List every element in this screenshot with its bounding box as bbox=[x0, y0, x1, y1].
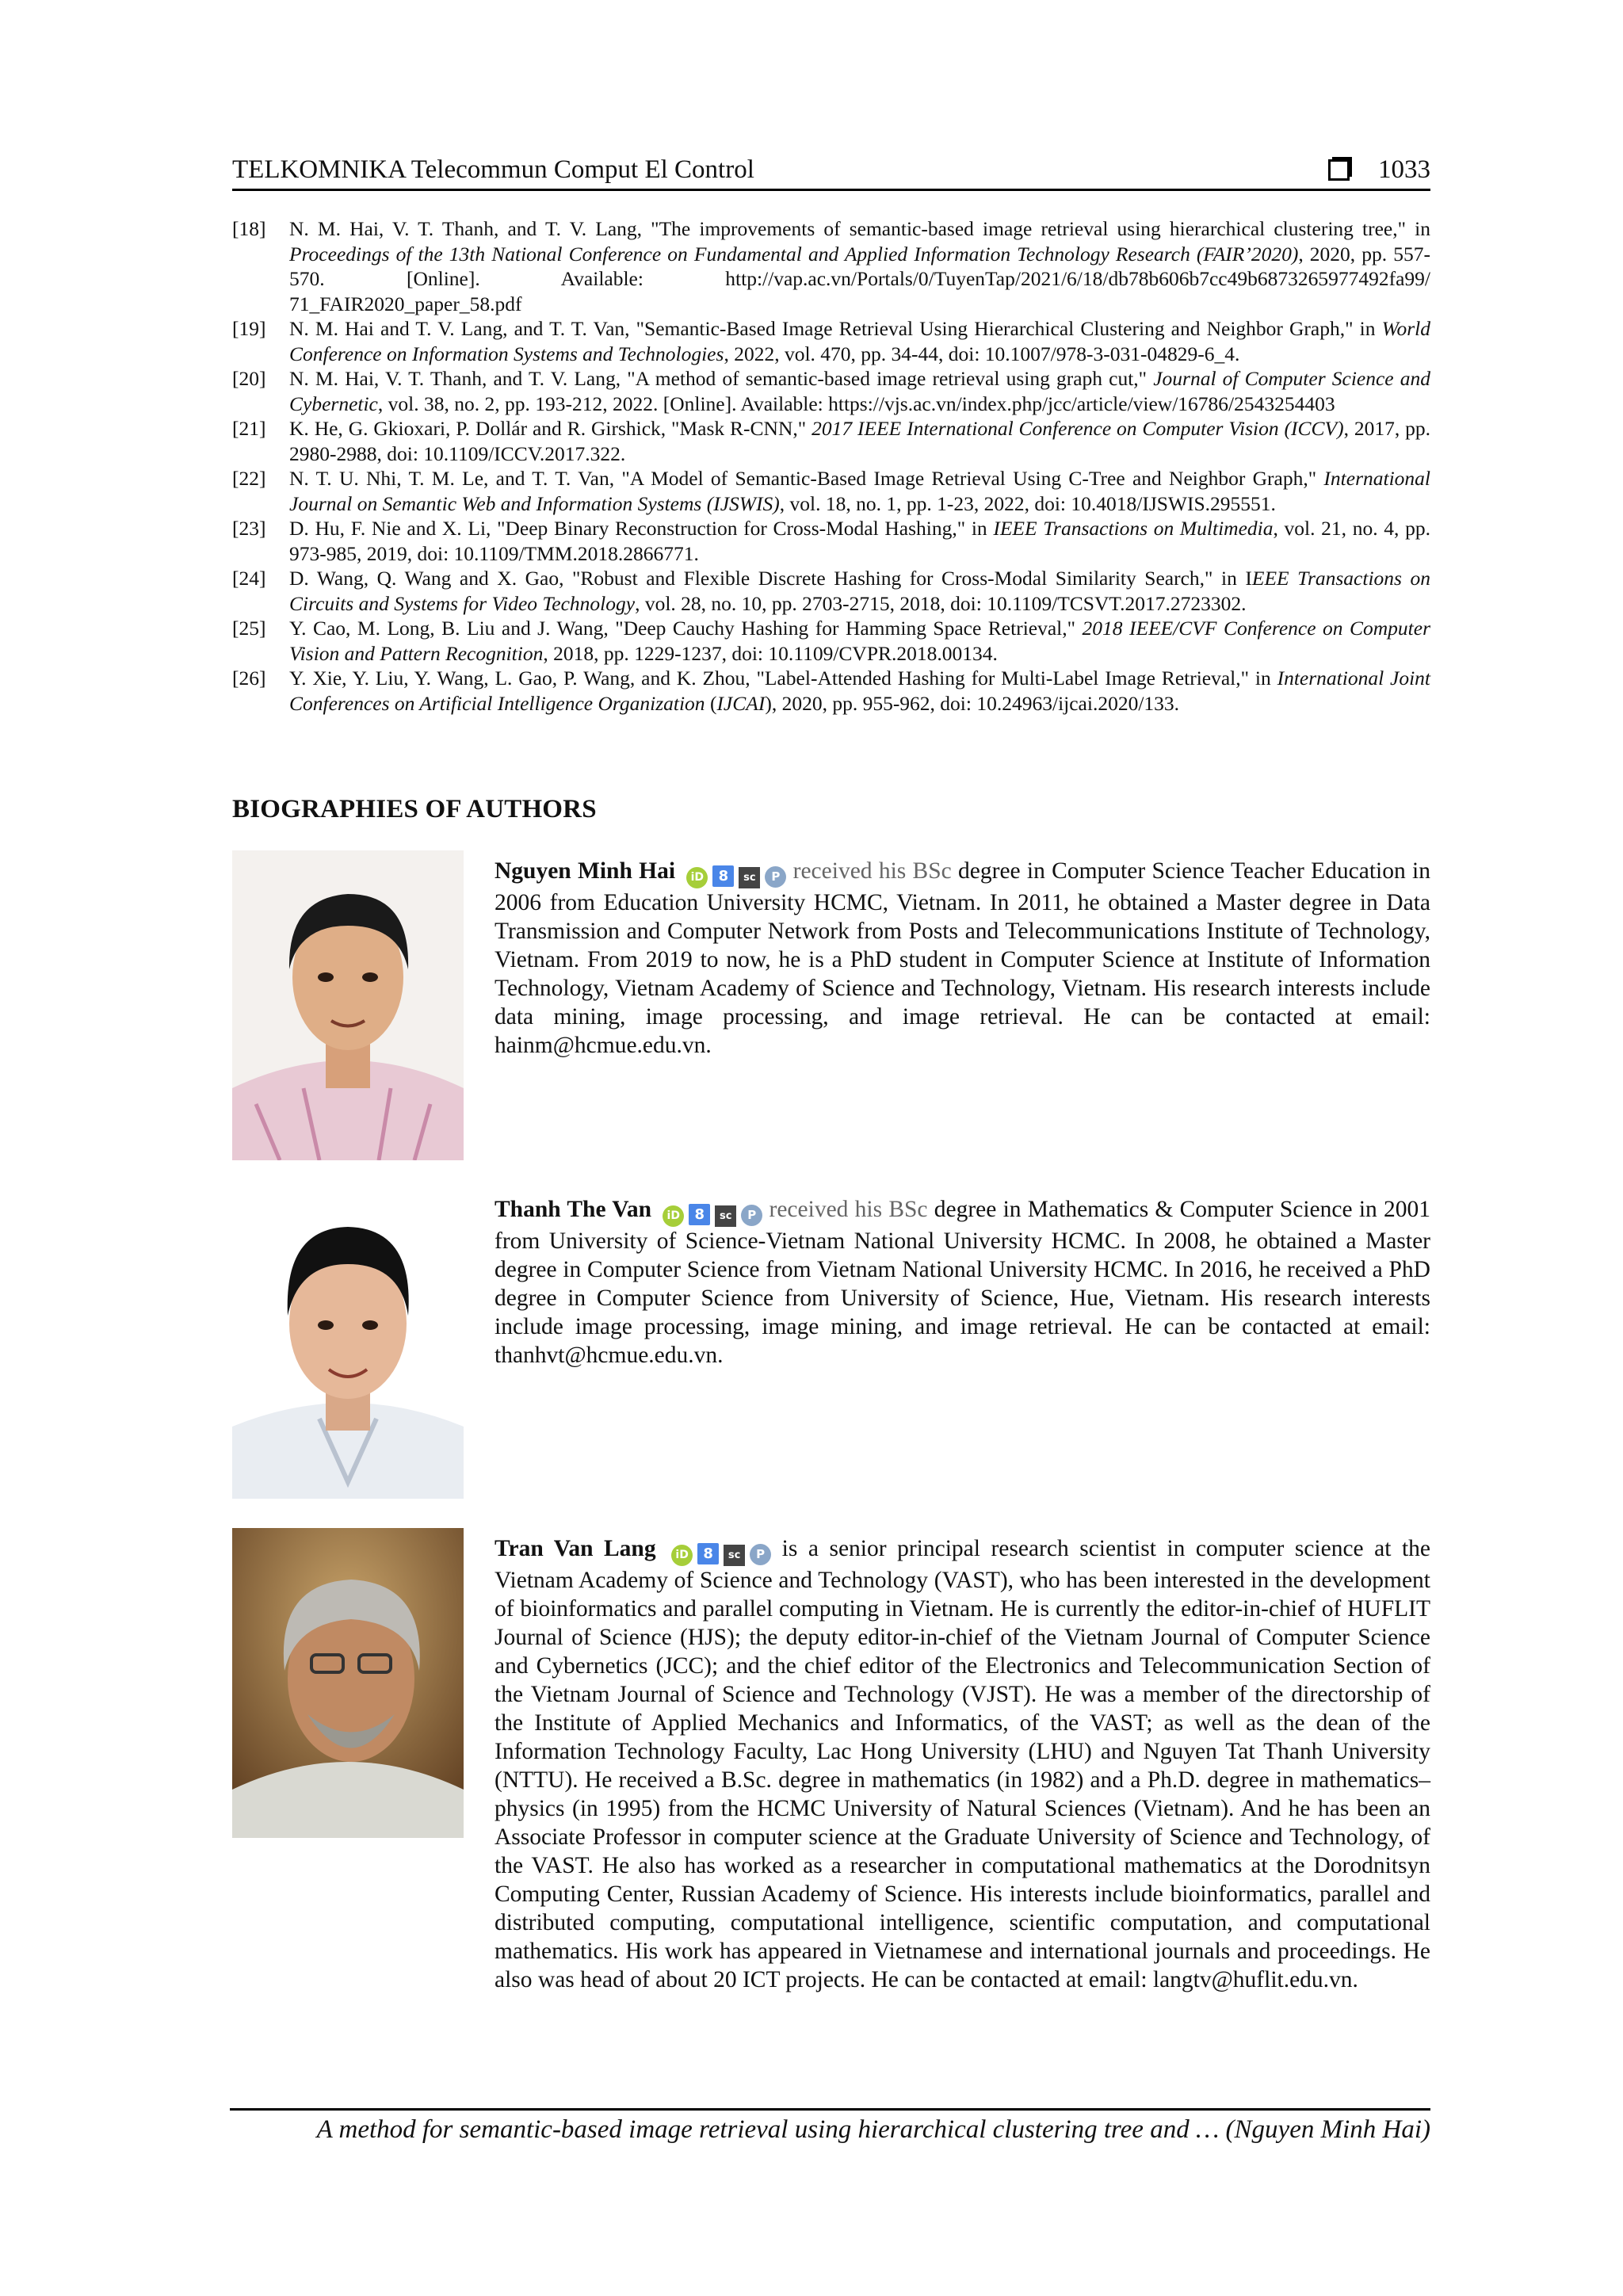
reference-item bbox=[232, 666, 1430, 716]
reference-number: [18] bbox=[232, 217, 266, 240]
reference-item bbox=[232, 566, 1430, 616]
reference-item bbox=[232, 216, 1430, 316]
reference-item bbox=[232, 516, 1430, 566]
reference-item bbox=[232, 416, 1430, 466]
bio-text: is a senior principal research scientist in computer science at the Vietnam Academy of Science and Technology (VAST), who has been interested in the development of bioinformatics and parallel computing in Vietnam. He is currently the editor-in-chief of HUFLIT Journal of Science (HJS); the deputy editor-in-chief of the Vietnam Journal of Computer Science and Cybernetics (JCC); and the chief editor of the Electronics and Telecommunication Section of the Vietnam Journal of Science and Technology (VJST). He was a member of the directorship of the Institute of Applied Mechanics and Informatics, of the VAST; as well as the dean of the Information Technology Faculty, Lac Hong University (LHU) and Nguyen Tat Thanh University (NTTU). He received a B.Sc. degree in mathematics (in 1982) and a Ph.D. degree in mathematics–physics (in 1995) from the HCMC University of Natural Sciences (Vietnam). And he has been an Associate Professor in computer science at the Graduate University of Science and Technology, of the VAST. He also has worked as a researcher in computational mathematics at the Dorodnitsyn Computing Center, Russian Academy of Science. His interests include bioinformatics, parallel and distributed computing, computational intelligence, scientific computation, and computational mathematics. His work has appeared in Vietnamese and international journals and proceedings. He also was head of about 20 ICT projects. He can be contacted at email: langtv@huflit.edu.vn. bbox=[495, 1536, 1431, 1992]
checkbox-icon bbox=[1328, 159, 1350, 181]
reference-text: K. He, G. Gkioxari, P. Dollár and R. Girshick, "Mask R-CNN," 2017 IEEE International Conference on Computer Vision (ICCV), 2017, pp. 2980-2988, doi: 10.1109/ICCV.2017.322. bbox=[289, 417, 1430, 465]
reference-text: N. M. Hai, V. T. Thanh, and T. V. Lang, "A method of semantic-based image retrieval using graph cut," Journal of Computer Science and Cybernetic, vol. 38, no. 2, pp. 193-212, 2022. [Online]. Available: https://vjs.ac.vn/index.php/jcc/article/view/16786/2543254403 bbox=[289, 367, 1430, 415]
publons-icon[interactable]: P bbox=[741, 1205, 762, 1226]
orcid-icon[interactable]: iD bbox=[671, 1545, 693, 1566]
bio-text: degree in Computer Science Teacher Education in 2006 from Education University HCMC, Vietnam. In 2011, he obtained a Master degree in Data Transmission and Computer Network from Posts and Telecommunications Institute of Technology, Vietnam. From 2019 to now, he is a PhD student in Computer Science at Institute of Information Technology, Vietnam Academy of Science and Technology, Vietnam. His research interests include data mining, image processing, and image retrieval. He can be contacted at email: hainm@hcmue.edu.vn. bbox=[495, 858, 1430, 1058]
running-footer: A method for semantic-based image retrieval using hierarchical clustering tree and … (Nguyen Minh Hai) bbox=[230, 2108, 1430, 2145]
author-entry bbox=[232, 850, 1430, 1167]
page-number: 1033 bbox=[1378, 155, 1430, 184]
author-photo bbox=[232, 1189, 464, 1499]
author-name: Tran Van Lang bbox=[495, 1536, 656, 1561]
author-bio bbox=[495, 1195, 1430, 1370]
reference-text: Y. Cao, M. Long, B. Liu and J. Wang, "Deep Cauchy Hashing for Hamming Space Retrieval," 2018 IEEE/CVF Conference on Computer Vision and Pattern Recognition, 2018, pp. 1229-1237, doi: 10.1109/CVPR.2018.00134. bbox=[289, 617, 1430, 665]
bio-text: degree in Mathematics & Computer Science in 2001 from University of Science-Vietnam National University HCMC. In 2008, he obtained a Master degree in Computer Science from Vietnam National University HCMC. In 2016, he received a PhD degree in Computer Science from University of Science, Hue, Vietnam. His research interests include image processing, image mining, and image retrieval. He can be contacted at email: thanhvt@hcmue.edu.vn. bbox=[495, 1197, 1431, 1368]
reference-number: [23] bbox=[232, 517, 266, 540]
reference-text: D. Hu, F. Nie and X. Li, "Deep Binary Reconstruction for Cross-Modal Hashing," in IEEE Transactions on Multimedia, vol. 21, no. 4, pp. 973-985, 2019, doi: 10.1109/TMM.2018.2866771. bbox=[289, 517, 1430, 565]
reference-number: [22] bbox=[232, 467, 266, 490]
bio-lead: received his BSc bbox=[769, 1197, 928, 1222]
publons-icon[interactable]: P bbox=[750, 1544, 771, 1565]
reference-number: [21] bbox=[232, 417, 266, 440]
reference-number: [20] bbox=[232, 367, 266, 390]
author-name: Thanh The Van bbox=[495, 1197, 652, 1222]
running-header bbox=[232, 155, 1430, 191]
bio-lead: received his BSc bbox=[792, 858, 952, 884]
reference-text: N. M. Hai, V. T. Thanh, and T. V. Lang, "The improvements of semantic-based image retrieval using hierarchical clustering tree," in Proceedings of the 13th National Conference on Fundamental and Applied Information Technology Research (FAIR’2020), 2020, pp. 557-570. [Online]. Available: http://vap.ac.vn/Portals/0/TuyenTap/2021/6/18/db78b606b7cc49b6873265977492fa99/ 71_FAIR2020_paper_58.pdf bbox=[289, 217, 1430, 315]
author-entry bbox=[232, 1528, 1430, 2019]
reference-list bbox=[232, 216, 1430, 716]
reference-item bbox=[232, 616, 1430, 666]
section-heading: BIOGRAPHIES OF AUTHORS bbox=[232, 795, 597, 823]
reference-item bbox=[232, 466, 1430, 516]
author-bio bbox=[495, 1534, 1430, 1994]
reference-number: [24] bbox=[232, 567, 266, 590]
scopus-icon[interactable]: sc bbox=[715, 1205, 736, 1227]
google-scholar-icon[interactable]: 8 bbox=[689, 1204, 710, 1225]
orcid-icon[interactable]: iD bbox=[663, 1205, 684, 1227]
reference-item bbox=[232, 316, 1430, 366]
journal-title: TELKOMNIKA Telecommun Comput El Control bbox=[232, 155, 754, 184]
reference-text: N. M. Hai and T. V. Lang, and T. T. Van, "Semantic-Based Image Retrieval Using Hierarchical Clustering and Neighbor Graph," in World Conference on Information Systems and Technologies, 2022, vol. 470, pp. 34-44, doi: 10.1007/978-3-031-04829-6_4. bbox=[289, 317, 1430, 365]
google-scholar-icon[interactable]: 8 bbox=[712, 865, 734, 887]
google-scholar-icon[interactable]: 8 bbox=[697, 1543, 719, 1564]
reference-text: Y. Xie, Y. Liu, Y. Wang, L. Gao, P. Wang, and K. Zhou, "Label-Attended Hashing for Multi-Label Image Retrieval," in International Joint Conferences on Artificial Intelligence Organization (IJCAI), 2020, pp. 955-962, doi: 10.24963/ijcai.2020/133. bbox=[289, 667, 1431, 715]
scopus-icon[interactable]: sc bbox=[724, 1545, 745, 1566]
reference-number: [25] bbox=[232, 617, 266, 640]
orcid-icon[interactable]: iD bbox=[686, 867, 708, 888]
author-photo bbox=[232, 1528, 464, 1838]
reference-text: D. Wang, Q. Wang and X. Gao, "Robust and Flexible Discrete Hashing for Cross-Modal Similarity Search," in IEEE Transactions on Circuits and Systems for Video Technology, vol. 28, no. 10, pp. 2703-2715, 2018, doi: 10.1109/TCSVT.2017.2723302. bbox=[289, 567, 1430, 615]
reference-text: N. T. U. Nhi, T. M. Le, and T. T. Van, "A Model of Semantic-Based Image Retrieval Using C-Tree and Neighbor Graph," International Journal on Semantic Web and Information Systems (IJSWIS), vol. 18, no. 1, pp. 1-23, 2022, doi: 10.4018/IJSWIS.295551. bbox=[289, 467, 1430, 515]
reference-number: [26] bbox=[232, 667, 266, 690]
author-photo bbox=[232, 850, 464, 1160]
author-name: Nguyen Minh Hai bbox=[495, 858, 676, 884]
scopus-icon[interactable]: sc bbox=[739, 867, 760, 888]
reference-number: [19] bbox=[232, 317, 266, 340]
author-entry bbox=[232, 1189, 1430, 1502]
publons-icon[interactable]: P bbox=[765, 866, 786, 888]
author-bio bbox=[495, 857, 1430, 1060]
reference-item bbox=[232, 366, 1430, 416]
